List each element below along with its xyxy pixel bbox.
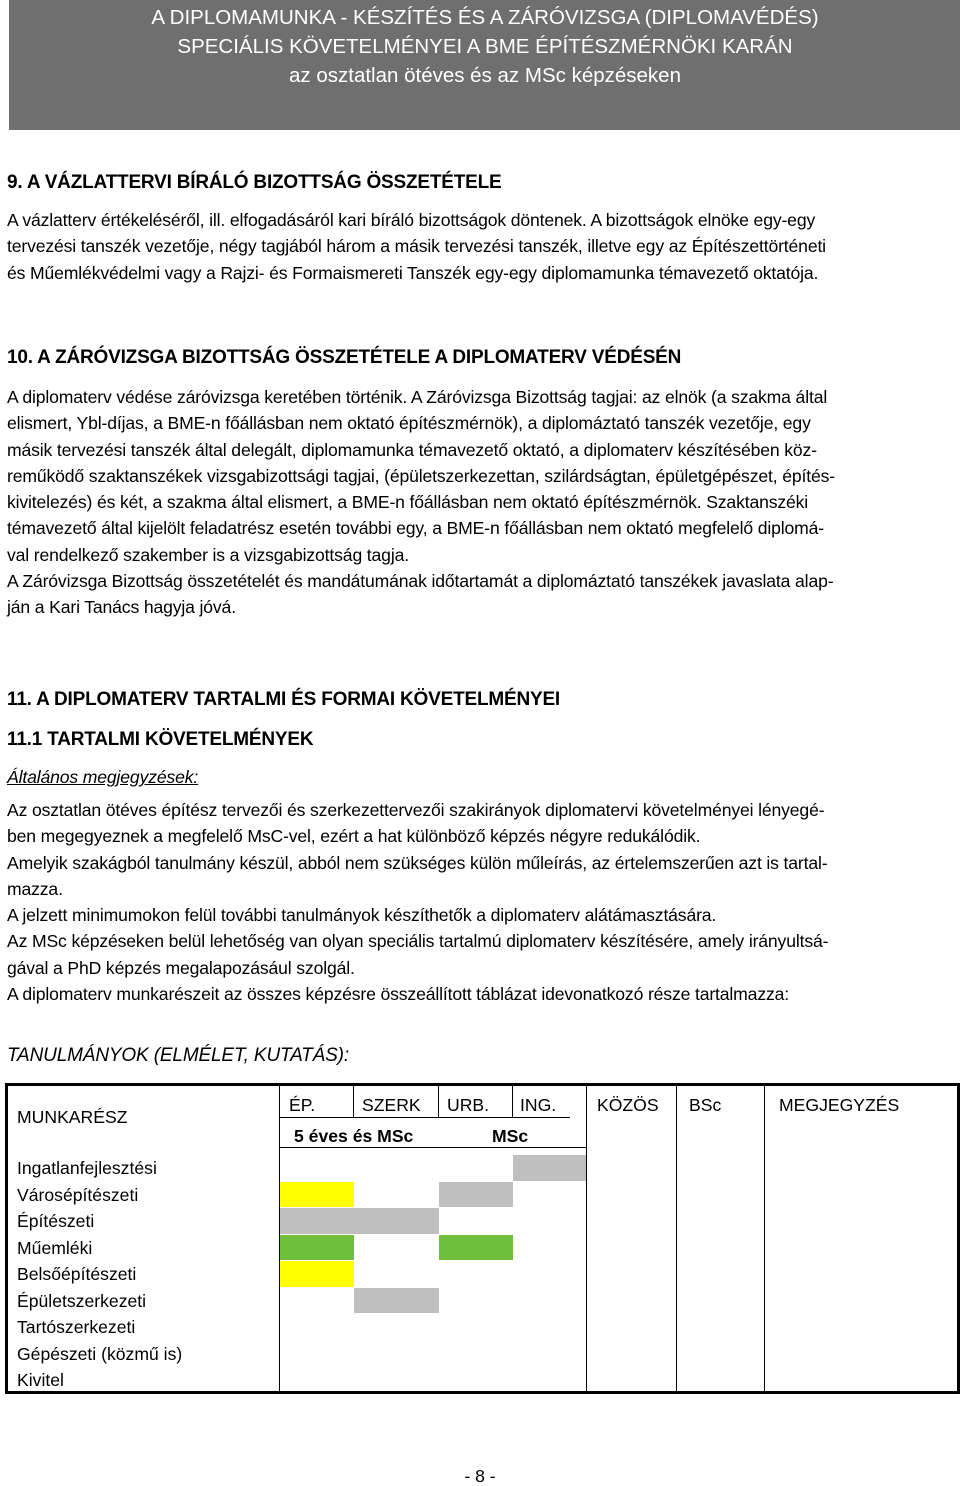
column-header-munkaresz: MUNKARÉSZ [17, 1107, 128, 1127]
paragraph-line: Az MSc képzéseken belül lehetőség van olyan speciális tartalmú diplomaterv készítésére, amely irányultsá- [7, 931, 829, 952]
table-rule [353, 1086, 354, 1117]
table-rule [764, 1086, 765, 1391]
column-header-urb: URB. [447, 1095, 490, 1115]
paragraph-line: tervezési tanszék vezetője, négy tagjából három a másik tervezési tanszék, illetve egy az Építészettörténeti [7, 236, 826, 257]
section-9-title: 9. A VÁZLATTERVI BÍRÁLÓ BIZOTTSÁG ÖSSZETÉTELE [7, 172, 502, 193]
paragraph-line: ben megegyeznek a megfelelő MsC-vel, ezért a hat különböző képzés négyre redukálódik. [7, 826, 701, 847]
group-header-5-eves-msc: 5 éves és MSc [294, 1126, 414, 1146]
section-9-body [7, 207, 958, 286]
section-10-title: 10. A ZÁRÓVIZSGA BIZOTTSÁG ÖSSZETÉTELE A DIPLOMATERV VÉDÉSÉN [7, 347, 682, 368]
paragraph-line: Amelyik szakágból tanulmány készül, abból nem szükséges külön műleírás, az értelemszerűen azt is tartal- [7, 852, 828, 873]
paragraph-line: val rendelkező szakember is a vizsgabizottság tagja. [7, 544, 409, 565]
table-row-label: Városépítészeti [17, 1184, 139, 1205]
table-rule [586, 1086, 587, 1391]
table-fill-cell-gray [439, 1182, 513, 1208]
paragraph-line: A vázlatterv értékeléséről, ill. elfogadásáról kari bíráló bizottságok döntenek. A bizottságok elnöke egy-egy [7, 210, 816, 230]
table-fill-cell-yellow [280, 1261, 354, 1287]
paragraph-line: reműködő szaktanszékek vizsgabizottsági tagjai, (épületszerkezettan, szilárdságtan, épületgépészet, építés- [7, 465, 835, 486]
paragraph-line: és Műemlékvédelmi vagy a Rajzi- és Formaismereti Tanszék egy-egy diplomamunka témavezető oktatója. [7, 262, 819, 283]
paragraph-line: másik tervezési tanszék által delegált, diplomamunka témavezető oktató, a diplomaterv készítésében köz- [7, 439, 817, 460]
table-row-label: Tartószerkezeti [17, 1317, 136, 1337]
section-11-body [7, 797, 958, 1007]
table-fill-cell-gray [354, 1208, 439, 1234]
column-header-szerk: SZERK [362, 1095, 421, 1115]
header-line-1: A DIPLOMAMUNKA - KÉSZÍTÉS ÉS A ZÁRÓVIZSGA (DIPLOMAVÉDÉS) [151, 6, 819, 29]
table-rule [280, 1147, 586, 1148]
paragraph-line: A jelzett minimumokon felül további tanulmányok készíthetők a diplomaterv alátámasztására. [7, 905, 717, 926]
document-header [9, 0, 960, 130]
table-rule [280, 1117, 570, 1118]
table-rule [512, 1086, 513, 1117]
table-row-label: Műemléki [17, 1237, 93, 1258]
paragraph-line: mazza. [7, 878, 63, 899]
page-number: - 8 - [464, 1466, 496, 1486]
table-row-label: Gépészeti (közmű is) [17, 1343, 183, 1364]
table-fill-cell-green [280, 1235, 354, 1261]
section-11-title: 11. A DIPLOMATERV TARTALMI ÉS FORMAI KÖVETELMÉNYEI [7, 689, 560, 710]
section-10-body [7, 384, 958, 621]
table-rule [676, 1086, 677, 1391]
section-11-1-title: 11.1 TARTALMI KÖVETELMÉNYEK [7, 729, 314, 750]
table-fill-cell-gray [280, 1208, 354, 1234]
general-notes-label: Általános megjegyzések: [7, 767, 199, 787]
column-header-ep: ÉP. [289, 1095, 316, 1115]
table-fill-cell-gray [513, 1155, 587, 1181]
column-header-bsc: BSc [689, 1095, 722, 1115]
table-row-label: Ingatlanfejlesztési [17, 1158, 157, 1178]
column-header-kozos: KÖZÖS [597, 1095, 659, 1115]
table-fill-cell-yellow [280, 1182, 354, 1208]
table-row-label: Belsőépítészeti [17, 1264, 137, 1284]
paragraph-line: A Záróvizsga Bizottság összetételét és mandátumának időtartamát a diplomáztató tanszékek javaslata alap- [7, 571, 834, 592]
paragraph-line: elismert, Ybl-díjas, a BME-n főállásban nem oktató építészmérnök), a diplomáztató tanszék vezetője, egy [7, 413, 811, 434]
table-rule [279, 1086, 280, 1391]
paragraph-line: ján a Kari Tanács hagyja jóvá. [7, 597, 236, 618]
column-header-ing: ING. [520, 1095, 557, 1115]
column-header-megjegyzes: MEGJEGYZÉS [779, 1095, 900, 1115]
requirements-table [5, 1083, 960, 1394]
table-row-label: Építészeti [17, 1211, 95, 1231]
header-line-3: az osztatlan ötéves és az MSc képzéseken [289, 64, 681, 87]
paragraph-line: Az osztatlan ötéves építész tervezői és szerkezettervezői szakirányok diplomatervi követelményei lényegé- [7, 800, 825, 820]
header-line-2: SPECIÁLIS KÖVETELMÉNYEI A BME ÉPÍTÉSZMÉRNÖKI KARÁN [177, 35, 793, 58]
studies-label: TANULMÁNYOK (ELMÉLET, KUTATÁS): [7, 1045, 349, 1066]
paragraph-line: A diplomaterv védése záróvizsga keretében történik. A Záróvizsga Bizottság tagjai: az elnök (a szakma által [7, 387, 828, 407]
paragraph-line: kivitelezés) és két, a szakma által elismert, a BME-n főállásban nem oktató építészmérnök. Szaktanszéki [7, 492, 809, 513]
table-fill-cell-green [439, 1235, 513, 1261]
paragraph-line: témavezető által kijelölt feladatrész esetén további egy, a BME-n főállásban nem oktató megfelelő diplomá- [7, 518, 825, 539]
table-row-label: Épületszerkezeti [17, 1290, 147, 1311]
table-row-label: Kivitel [17, 1370, 64, 1390]
paragraph-line: gával a PhD képzés megalapozásául szolgál. [7, 957, 355, 978]
paragraph-line: A diplomaterv munkarészeit az összes képzésre összeállított táblázat idevonatkozó része tartalmazza: [7, 984, 789, 1005]
table-fill-cell-gray [354, 1288, 439, 1314]
group-header-msc: MSc [492, 1126, 529, 1146]
table-rule [438, 1086, 439, 1117]
